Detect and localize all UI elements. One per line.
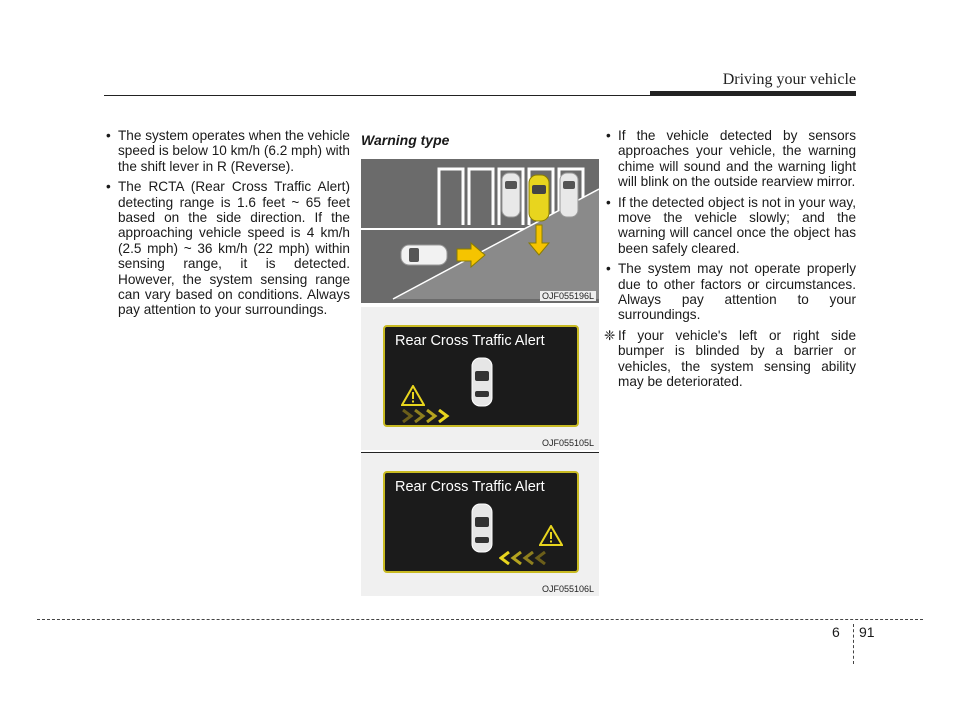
chevron-right-icon [401,409,465,423]
page-header-title: Driving your vehicle [722,71,856,88]
cluster-display [383,325,579,427]
warning-triangle-icon [401,385,425,406]
list-item: • If the detected object is not in your way, move the vehicle slowly; and the warning will cancel once the object has been safely cleared. [604,195,856,257]
section-heading: Warning type [361,132,450,148]
car-top-view-icon [471,503,493,553]
warning-triangle-icon [539,525,563,546]
list-item: • If the vehicle detected by sensors approaches your vehicle, the warning chime will sound and the warning light will blink on the outside rearview mirror. [604,128,856,190]
list-item: • The RCTA (Rear Cross Traffic Alert) detecting range is 1.6 feet ~ 65 feet based on the side direction. If the approaching vehicle speed is 4 km/h (2.5 mph) ~ 36 km/h (22 mph) within sensing range, it is detected. However, the system sensing range can vary based on conditions. Always pay attention to your surroundings. [104,179,350,318]
page-number: 91 [859,624,875,640]
chevron-left-icon [499,551,563,565]
display-title: Rear Cross Traffic Alert [395,333,545,349]
cluster-alert-figure-left [361,307,599,450]
display-title: Rear Cross Traffic Alert [395,479,545,495]
figure-code: OJF055196L [541,291,594,301]
note-text: If your vehicle's left or right side bumper is blinded by a barrier or vehicles, the system sensing ability may be deteriorated. [618,327,856,390]
list-item: • The system operates when the vehicle speed is below 10 km/h (6.2 mph) with the shift lever in R (Reverse). [104,128,350,174]
parking-scene-illustration [361,159,599,303]
cluster-alert-figure-right [361,452,599,596]
figure-code: OJF055105L [541,438,594,448]
cluster-display [383,471,579,573]
left-column [104,128,350,323]
chapter-number: 6 [832,624,840,640]
car-top-view-icon [471,357,493,407]
header-rule-accent [650,91,856,96]
list-item: • The system may not operate properly due to other factors or circumstances. Always pay attention to your surroundings. [604,261,856,323]
parking-diagram-figure [361,159,599,303]
figure-code: OJF055106L [541,584,594,594]
right-column [604,128,856,390]
note [604,328,856,390]
footer-rule [37,619,923,620]
page-number-separator [853,624,854,664]
note-mark-icon: ❈ [604,327,616,343]
